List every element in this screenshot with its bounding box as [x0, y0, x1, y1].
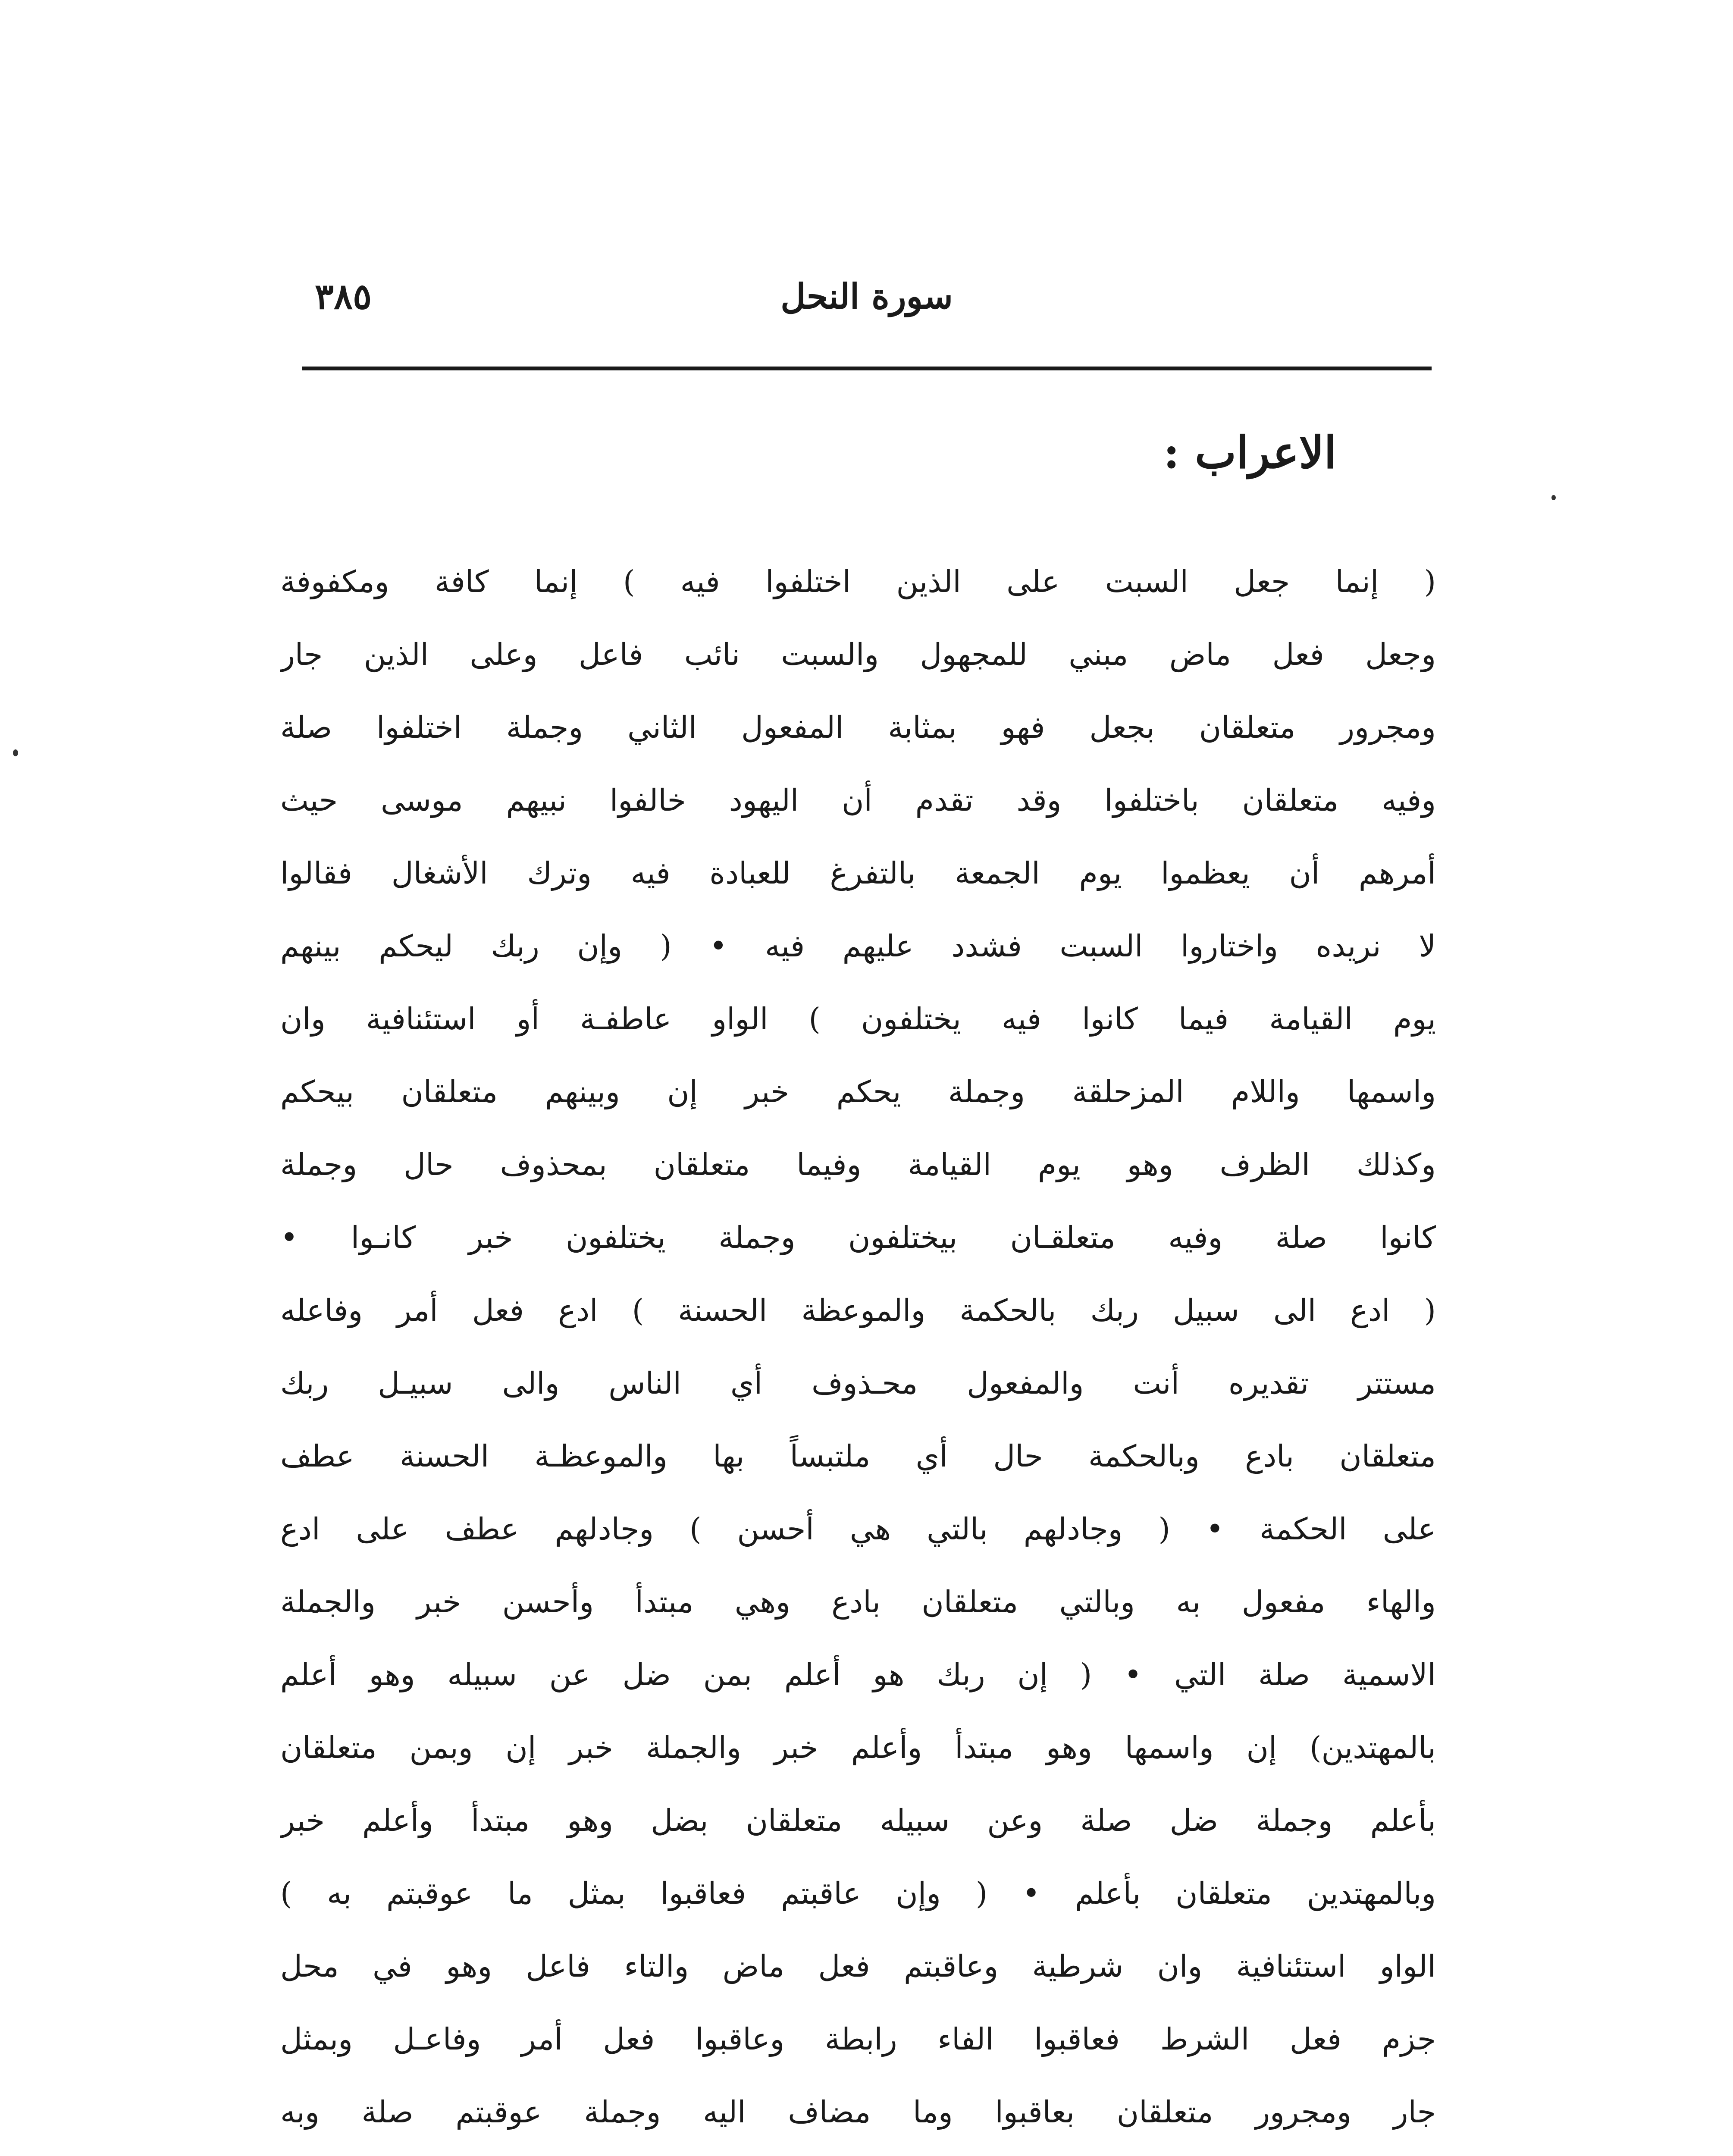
text-line: ( إنما جعل السبت على الذين اختلفوا فيه ) إنما كافة ومكفوفة	[280, 564, 1436, 599]
text-line: بالمهتدين) إن واسمها وهو مبتدأ وأعلم خبر والجملة خبر إن وبمن متعلقان	[280, 1730, 1436, 1765]
text-line: وفيه متعلقان باختلفوا وقد تقدم أن اليهود خالفوا نبيهم موسى حيث	[280, 783, 1436, 818]
text-line: على الحكمة • ( وجادلهم بالتي هي أحسن ) وجادلهم عطف على ادع	[280, 1511, 1436, 1547]
text-line: وجعل فعل ماض مبني للمجهول والسبت نائب فاعل وعلى الذين جار	[280, 637, 1436, 672]
running-title: سورة النحل	[780, 276, 953, 317]
text-line: متعلقان بادع وبالحكمة حال أي ملتبساً بها والموعظـة الحسنة عطف	[280, 1438, 1436, 1474]
text-line: وكذلك الظرف وهو يوم القيامة وفيما متعلقان بمحذوف حال وجملة	[280, 1147, 1436, 1182]
text-line: جار ومجرور متعلقان بعاقبوا وما مضاف اليه وجملة عوقبتم صلة وبه	[280, 2094, 1436, 2130]
text-line: أمرهم أن يعظموا يوم الجمعة بالتفرغ للعبادة فيه وترك الأشغال فقالوا	[280, 856, 1436, 891]
page-number: ٣٨٥	[315, 276, 372, 317]
text-line: والهاء مفعول به وبالتي متعلقان بادع وهي مبتدأ وأحسن خبر والجملة	[280, 1584, 1436, 1620]
text-line: مستتر تقديره أنت والمفعول محـذوف أي الناس والى سبيـل ربك	[280, 1366, 1436, 1401]
section-heading: الاعراب :	[1163, 427, 1336, 479]
text-line: الواو استئنافية وان شرطية وعاقبتم فعل ماض والتاء فاعل وهو في محل	[280, 1949, 1436, 1984]
text-line: الاسمية صلة التي • ( إن ربك هو أعلم بمن ضل عن سبيله وهو أعلم	[280, 1657, 1436, 1692]
body-text	[280, 545, 1436, 2149]
text-line: وبالمهتدين متعلقان بأعلم • ( وإن عاقبتم فعاقبوا بمثل ما عوقبتم به )	[280, 1876, 1436, 1911]
page-header	[302, 267, 1432, 332]
text-line: ومجرور متعلقان بجعل فهو بمثابة المفعول الثاني وجملة اختلفوا صلة	[280, 710, 1436, 745]
text-line: بأعلم وجملة ضل صلة وعن سبيله متعلقان بضل وهو مبتدأ وأعلم خبر	[280, 1803, 1436, 1838]
text-line: واسمها واللام المزحلقة وجملة يحكم خبر إن وبينهم متعلقان بيحكم	[280, 1074, 1436, 1109]
text-line: يوم القيامة فيما كانوا فيه يختلفون ) الواو عاطفـة أو استئنافية وان	[280, 1001, 1436, 1037]
scan-speck	[1551, 495, 1556, 500]
text-line: ( ادع الى سبيل ربك بالحكمة والموعظة الحسنة ) ادع فعل أمر وفاعله	[280, 1293, 1436, 1328]
header-rule	[302, 367, 1432, 370]
text-line: جزم فعل الشرط فعاقبوا الفاء رابطة وعاقبوا فعل أمر وفاعـل وبمثل	[280, 2021, 1436, 2057]
scan-speck	[13, 749, 18, 756]
text-line: كانوا صلة وفيه متعلقـان بيختلفون وجملة يختلفون خبر كانـوا •	[280, 1220, 1436, 1255]
text-line: لا نريده واختاروا السبت فشدد عليهم فيه • ( وإن ربك ليحكم بينهم	[280, 928, 1436, 964]
